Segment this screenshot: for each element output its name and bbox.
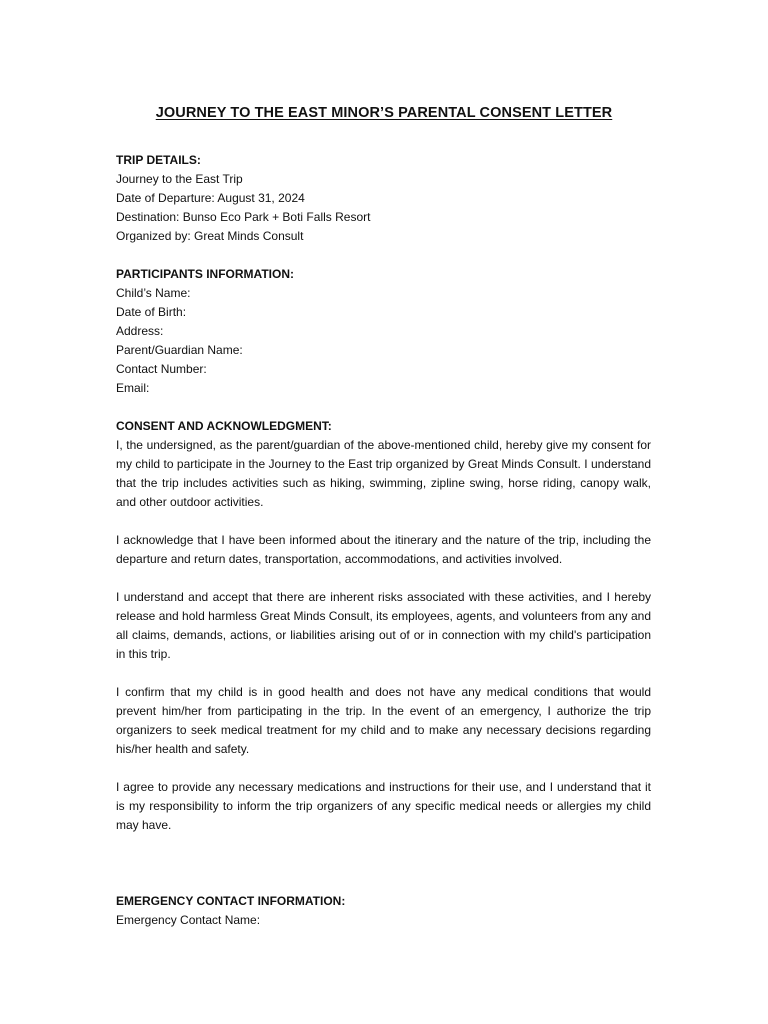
emergency-contact-name-field: Emergency Contact Name: (116, 913, 261, 927)
guardian-name-field: Parent/Guardian Name: (116, 343, 243, 357)
trip-name: Journey to the East Trip (116, 172, 243, 186)
consent-paragraph: I, the undersigned, as the parent/guardian of the above-mentioned child, hereby give my consent for my child to participate in the Journey to the East trip organized by Great Minds Consult. I understand that the trip includes activities such as hiking, swimming, zipline swing, horse riding, canopy walk, and other outdoor activities. (116, 438, 651, 509)
child-name-field: Child’s Name: (116, 286, 191, 300)
trip-details-section (116, 151, 651, 246)
address-field: Address: (116, 324, 164, 338)
spacer (116, 569, 651, 588)
consent-heading: CONSENT AND ACKNOWLEDGMENT: (116, 419, 332, 433)
document-body (116, 151, 651, 930)
participants-heading: PARTICIPANTS INFORMATION: (116, 267, 294, 281)
spacer (116, 246, 651, 265)
spacer (116, 664, 651, 683)
spacer (116, 512, 651, 531)
spacer (116, 835, 651, 892)
contact-number-field: Contact Number: (116, 362, 207, 376)
consent-paragraph: I confirm that my child is in good health and does not have any medical conditions that would prevent him/her from participating in the trip. In the event of an emergency, I authorize the trip organizers to seek medical treatment for my child and to make any necessary decisions regarding his/her health and safety. (116, 685, 651, 756)
consent-paragraph: I understand and accept that there are inherent risks associated with these activities, and I hereby release and hold harmless Great Minds Consult, its employees, agents, and volunteers from any and all claims, demands, actions, or liabilities arising out of or in connection with my child's participation in this trip. (116, 590, 651, 661)
emergency-contact-section (116, 892, 651, 930)
trip-details-heading: TRIP DETAILS: (116, 153, 201, 167)
email-field: Email: (116, 381, 150, 395)
departure-date: Date of Departure: August 31, 2024 (116, 191, 305, 205)
spacer (116, 759, 651, 778)
document-title: JOURNEY TO THE EAST MINOR’S PARENTAL CONSENT LETTER (155, 105, 613, 121)
consent-section (116, 417, 651, 835)
spacer (116, 398, 651, 417)
date-of-birth-field: Date of Birth: (116, 305, 187, 319)
consent-paragraph: I agree to provide any necessary medications and instructions for their use, and I understand that it is my responsibility to inform the trip organizers of any specific medical needs or allergies my child may have. (116, 780, 651, 832)
emergency-heading: EMERGENCY CONTACT INFORMATION: (116, 894, 346, 908)
participants-section (116, 265, 651, 398)
organizer: Organized by: Great Minds Consult (116, 229, 304, 243)
destination: Destination: Bunso Eco Park + Boti Falls Resort (116, 210, 371, 224)
consent-paragraph: I acknowledge that I have been informed about the itinerary and the nature of the trip, including the departure and return dates, transportation, accommodations, and activities involved. (116, 533, 651, 566)
